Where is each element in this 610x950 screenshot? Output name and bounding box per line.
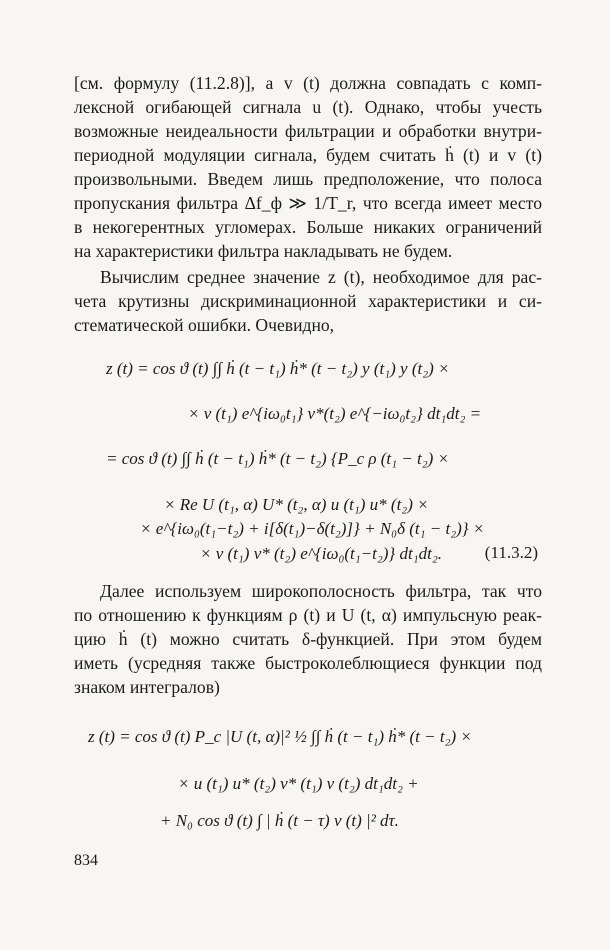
text-line: пропускания фильтра Δf_ф ≫ 1/T_r, что всегда имеет место	[74, 193, 542, 213]
text-line: знаком интегралов)	[74, 677, 220, 697]
text-line: в некогерентных угломерах. Больше никаких ограничений	[74, 217, 542, 237]
equation-line: + N₀ cos ϑ (t) ∫ | ḣ (t − τ) v (t) |² dτ.	[160, 811, 399, 830]
text-line: Далее используем широкополосность фильтра, так что	[100, 581, 542, 601]
text-line: [см. формулу (11.2.8)], а v (t) должна совпадать с комп-	[74, 73, 542, 93]
text-line: произвольными. Введем лишь предположение, что полоса	[74, 169, 542, 189]
equation-line: = cos ϑ (t) ∫∫ ḣ (t − t₁) ḣ* (t − t₂) {P_c ρ (t₁ − t₂) ×	[106, 449, 450, 468]
text-line: иметь (усредняя также быстроколеблющиеся функции под	[74, 653, 542, 673]
equation-line: × e^{iω₀(t₁−t₂) + i[δ(t₁)−δ(t₂)]} + N₀δ (t₁ − t₂)} ×	[140, 519, 485, 538]
equation-line: × u (t₁) u* (t₂) v* (t₁) v (t₂) dt₁dt₂ +	[178, 774, 419, 793]
text-line: чета крутизны дискриминационной характеристики и си-	[74, 291, 542, 311]
text-line: стематической ошибки. Очевидно,	[74, 315, 335, 335]
equation-line: × v (t₁) v* (t₂) e^{iω₀(t₁−t₂)} dt₁dt₂.	[200, 544, 443, 563]
text-line: Вычислим среднее значение z (t), необходимое для рас-	[100, 267, 542, 287]
text-line: лексной огибающей сигнала u (t). Однако, чтобы учесть	[74, 97, 542, 117]
equation-line: × Re U (t₁, α) U* (t₂, α) u (t₁) u* (t₂) ×	[164, 495, 429, 514]
equation-line: z (t) = cos ϑ (t) P_c |U (t, α)|² ½ ∫∫ ḣ (t − t₁) ḣ* (t − t₂) ×	[88, 727, 472, 746]
text-line: по отношению к функциям ρ (t) и U (t, α) импульсную реак-	[74, 605, 542, 625]
equation-line: × v (t₁) e^{iω₀t₁} v*(t₂) e^{−iω₀t₂} dt₁dt₂ =	[188, 404, 482, 423]
page-number: 834	[74, 852, 98, 869]
text-line: возможные неидеальности фильтрации и обработки внутри-	[74, 121, 542, 141]
text-line: периодной модуляции сигнала, будем считать ḣ (t) и v (t)	[74, 145, 542, 165]
text-line: на характеристики фильтра накладывать не будем.	[74, 241, 453, 261]
equation-line: z (t) = cos ϑ (t) ∫∫ ḣ (t − t₁) ḣ* (t − t₂) y (t₁) y (t₂) ×	[106, 359, 450, 378]
text-line: цию ḣ (t) можно считать δ-функцией. При этом будем	[74, 629, 542, 649]
equation-number: (11.3.2)	[484, 543, 538, 562]
